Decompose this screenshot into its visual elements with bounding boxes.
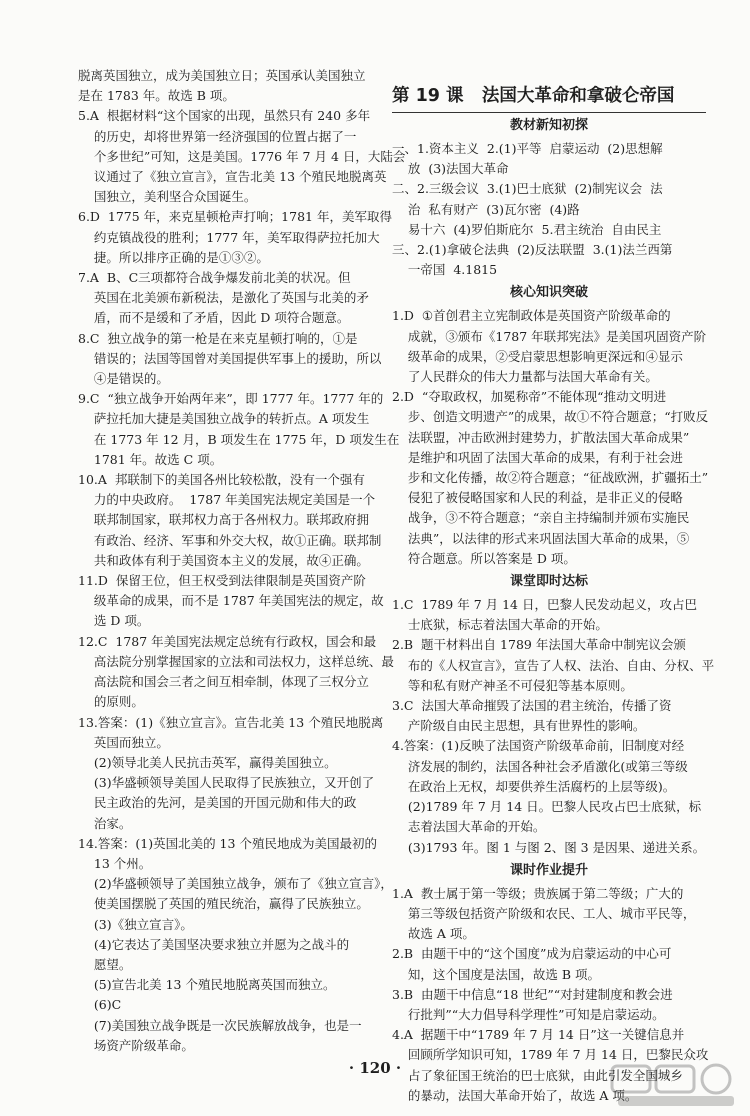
text-line: (2)华盛顿领导了美国独立战争，颁布了《独立宣言》， bbox=[78, 876, 393, 892]
text-line: 共和政体有利于美国资本主义的发展，故④正确。 bbox=[78, 552, 369, 568]
text-line: 7.A B、C三项都符合战争爆发前北美的状况。但 bbox=[78, 270, 351, 286]
text-line: (5)宣告北美 13 个殖民地脱离英国而独立。 bbox=[78, 977, 336, 993]
section-body-core bbox=[392, 306, 709, 569]
text-line: 放 (3)法国大革命 bbox=[392, 161, 509, 177]
text-line: 高法院和国会三者之间互相牵制，体现了三权分立 bbox=[78, 674, 369, 690]
text-line: (3)1793 年。图 1 与图 2、图 3 是因果、递进关系。 bbox=[392, 839, 706, 855]
text-line: 步和文化传播，故②符合题意；“征战欧洲，扩疆拓土” bbox=[392, 470, 709, 486]
text-line: 1781 年。故选 C 项。 bbox=[78, 451, 223, 467]
text-line: 民主政治的先河，是美国的开国元勋和伟大的政 bbox=[78, 795, 357, 811]
text-line: 6.D 1775 年，来克星顿枪声打响；1781 年，美军取得 bbox=[78, 209, 392, 225]
text-line: 英国在北美颁布新税法，是激化了英国与北美的矛 bbox=[78, 290, 369, 306]
text-line: 使美国摆脱了英国的殖民统治，赢得了民族独立。 bbox=[78, 896, 369, 912]
text-line: 二、2.三级会议 3.(1)巴士底狱 (2)制宪议会 法 bbox=[392, 181, 663, 197]
text-line: 联邦制国家，联邦权力高于各州权力。联邦政府拥 bbox=[78, 512, 369, 528]
section-heading-core: 核心知识突破 bbox=[509, 285, 588, 301]
text-line: 4.A 据题干中“1789 年 7 月 14 日”这一关键信息并 bbox=[392, 1027, 685, 1043]
text-line: 脱离英国独立，成为美国独立日；英国承认美国独立 bbox=[78, 68, 366, 83]
text-line: 捷。所以排序正确的是①③②。 bbox=[78, 249, 269, 265]
text-line: 个多世纪”可知，这是美国。1776 年 7 月 4 日，大陆会 bbox=[78, 148, 406, 164]
text-line: 占了象征国王统治的巴士底狱，由此引发全国城乡 bbox=[392, 1067, 683, 1083]
right-column bbox=[392, 66, 715, 1106]
text-line: 的历史，却将世界第一经济强国的位置占据了一 bbox=[78, 128, 357, 144]
text-line: 约克镇战役的胜利；1777 年，美军取得萨拉托加大 bbox=[78, 229, 380, 245]
section-heading-textbook: 教材新知初探 bbox=[509, 118, 588, 133]
section-heading-homework: 课时作业提升 bbox=[509, 862, 588, 878]
text-line: 9.C “独立战争开始两年来”，即 1777 年。1777 年的 bbox=[78, 391, 384, 407]
text-line: 1.C 1789 年 7 月 14 日，巴黎人民发动起义，攻占巴 bbox=[392, 597, 697, 613]
text-line: 高法院分别掌握国家的立法和司法权力，这样总统、最 bbox=[78, 653, 394, 669]
section-body-classroom bbox=[392, 595, 715, 858]
text-line: 一、1.资本主义 2.(1)平等 启蒙运动 (2)思想解 bbox=[392, 141, 663, 156]
text-line: 了人民群众的伟大力量都与法国大革命有关。 bbox=[392, 369, 658, 385]
text-line: (2)1789 年 7 月 14 日。巴黎人民攻占巴士底狱，标 bbox=[392, 799, 702, 815]
text-line: 治家。 bbox=[78, 815, 132, 831]
text-line: 第三等级包括资产阶级和农民、工人、城市平民等， bbox=[392, 905, 696, 921]
text-line: 10.A 邦联制下的美国各州比较松散，没有一个强有 bbox=[78, 472, 365, 488]
text-line: 一帝国 4.1815 bbox=[392, 262, 498, 278]
text-line: 3.B 由题干中信息“18 世纪”“对封建制度和教会进 bbox=[392, 986, 673, 1002]
text-line: 8.C 独立战争的第一枪是在来克星顿打响的，①是 bbox=[78, 330, 358, 346]
text-line: 14.答案：(1)英国北美的 13 个殖民地成为美国最初的 bbox=[78, 835, 377, 851]
text-line: 士底狱，标志着法国大革命的开始。 bbox=[392, 617, 608, 633]
text-line: 力的中央政府。 1787 年美国宪法规定美国是一个 bbox=[78, 492, 376, 508]
text-line: 级革命的成果，而不是 1787 年美国宪法的规定，故 bbox=[78, 593, 384, 609]
text-line: 场资产阶级革命。 bbox=[78, 1037, 194, 1053]
text-line: 13 个州。 bbox=[78, 855, 152, 871]
text-line: (4)它表达了美国坚决要求独立并愿为之战斗的 bbox=[78, 936, 350, 952]
text-line: 13.答案：(1)《独立宣言》。宣告北美 13 个殖民地脱离 bbox=[78, 714, 384, 730]
lesson-title: 第 19 课 法国大革命和拿破仑帝国 bbox=[392, 84, 706, 113]
text-line: 盾，而不是缓和了矛盾，因此 D 项符合题意。 bbox=[78, 310, 350, 326]
text-line: 法联盟，冲击欧洲封建势力，扩散法国大革命成果” bbox=[392, 429, 690, 445]
text-line: 愿望。 bbox=[78, 956, 132, 972]
text-line: 治 私有财产 (3)瓦尔密 (4)路 bbox=[392, 201, 580, 217]
text-line: 济发展的制约，法国各种社会矛盾激化(或第三等级 bbox=[392, 758, 688, 774]
section-body-textbook bbox=[392, 139, 706, 280]
text-line: 在 1773 年 12 月，B 项发生在 1775 年，D 项发生在 bbox=[78, 431, 400, 447]
text-line: 国独立，美利坚合众国诞生。 bbox=[78, 189, 257, 205]
text-line: 1.A 教士属于第一等级；贵族属于第二等级；广大的 bbox=[392, 885, 684, 901]
text-line: 符合题意。所以答案是 D 项。 bbox=[392, 550, 576, 566]
text-line: 是维护和巩固了法国大革命的成果，有利于社会进 bbox=[392, 449, 683, 465]
text-line: (6)C bbox=[78, 997, 122, 1013]
text-line: 选 D 项。 bbox=[78, 613, 150, 629]
text-line: 志着法国大革命的开始。 bbox=[392, 819, 546, 835]
text-line: 成就，③颁布《1787 年联邦宪法》是美国巩固资产阶 bbox=[392, 328, 707, 344]
text-line: 4.答案：(1)反映了法国资产阶级革命前，旧制度对经 bbox=[392, 738, 685, 754]
text-line: 级革命的成果，②受启蒙思想影响更深远和④显示 bbox=[392, 348, 683, 364]
text-line: 步、创造文明遗产”的成果，故①不符合题意；“打败反 bbox=[392, 409, 709, 425]
text-line: 萨拉托加大捷是美国独立战争的转折点。A 项发生 bbox=[78, 411, 370, 427]
text-line: 布的《人权宣言》，宣告了人权、法治、自由、分权、平 bbox=[392, 657, 715, 673]
text-line: 的原则。 bbox=[78, 694, 144, 710]
text-line: 英国而独立。 bbox=[78, 734, 169, 750]
text-line: 议通过了《独立宣言》，宣告北美 13 个殖民地脱离英 bbox=[78, 169, 387, 185]
left-column bbox=[78, 66, 406, 1056]
page-number: · 120 · bbox=[348, 1059, 402, 1077]
text-line: 在政治上无权，却要供养生活腐朽的上层等级)。 bbox=[392, 778, 676, 794]
text-line: 12.C 1787 年美国宪法规定总统有行政权，国会和最 bbox=[78, 633, 377, 649]
text-line: 知，这个国度是法国，故选 B 项。 bbox=[392, 966, 601, 982]
text-line: 战争，③不符合题意；“亲自主持编制并颁布实施民 bbox=[392, 510, 690, 526]
text-line: 法典”，以法律的形式来巩固法国大革命的成果，⑤ bbox=[392, 530, 690, 546]
text-line: 回顾所学知识可知，1789 年 7 月 14 日，巴黎民众攻 bbox=[392, 1047, 709, 1063]
text-line: 是在 1783 年。故选 B 项。 bbox=[78, 88, 235, 104]
text-line: 行批判”“大力倡导科学理性”可知是启蒙运动。 bbox=[392, 1006, 665, 1022]
text-line: 2.D “夺取政权，加冕称帝”不能体现“推动文明进 bbox=[392, 389, 667, 405]
text-line: (3)华盛顿领导美国人民取得了民族独立，又开创了 bbox=[78, 775, 375, 791]
text-line: 易十六 (4)罗伯斯庇尔 5.君主统治 自由民主 bbox=[392, 221, 662, 237]
text-line: 2.B 题干材料出自 1789 年法国大革命中制宪议会颁 bbox=[392, 637, 686, 653]
text-line: (2)领导北美人民抗击英军，赢得美国独立。 bbox=[78, 754, 337, 770]
text-line: 2.B 由题干中的“这个国度”成为启蒙运动的中心可 bbox=[392, 946, 672, 962]
text-line: 的暴动，法国大革命开始了，故选 A 项。 bbox=[392, 1087, 638, 1103]
text-line: 有政治、经济、军事和外交大权，故①正确。联邦制 bbox=[78, 532, 382, 548]
text-line: ④是错误的。 bbox=[78, 371, 169, 387]
text-line: 错误的；法国等国曾对美国提供军事上的援助，所以 bbox=[78, 350, 382, 366]
text-line: 11.D 保留王位，但王权受到法律限制是英国资产阶 bbox=[78, 573, 366, 589]
text-line: 侵犯了被侵略国家和人民的利益，是非正义的侵略 bbox=[392, 490, 683, 506]
section-heading-classroom: 课堂即时达标 bbox=[509, 574, 588, 590]
text-line: 3.C 法国大革命摧毁了法国的君主统治，传播了资 bbox=[392, 698, 672, 714]
text-line: (7)美国独立战争既是一次民族解放战争，也是一 bbox=[78, 1017, 362, 1033]
text-line: 等和私有财产神圣不可侵犯等基本原则。 bbox=[392, 677, 633, 693]
text-line: 5.A 根据材料“这个国家的出现，虽然只有 240 多年 bbox=[78, 108, 371, 124]
text-line: 三、2.(1)拿破仑法典 (2)反法联盟 3.(1)法兰西第 bbox=[392, 242, 673, 258]
watermark-logo-icon bbox=[610, 1062, 740, 1110]
text-line: 故选 A 项。 bbox=[392, 926, 475, 942]
text-line: 产阶级自由民主思想，具有世界性的影响。 bbox=[392, 718, 646, 734]
text-line: 1.D ①首创君主立宪制政体是英国资产阶级革命的 bbox=[392, 308, 671, 324]
text-line: (3)《独立宣言》。 bbox=[78, 916, 193, 932]
